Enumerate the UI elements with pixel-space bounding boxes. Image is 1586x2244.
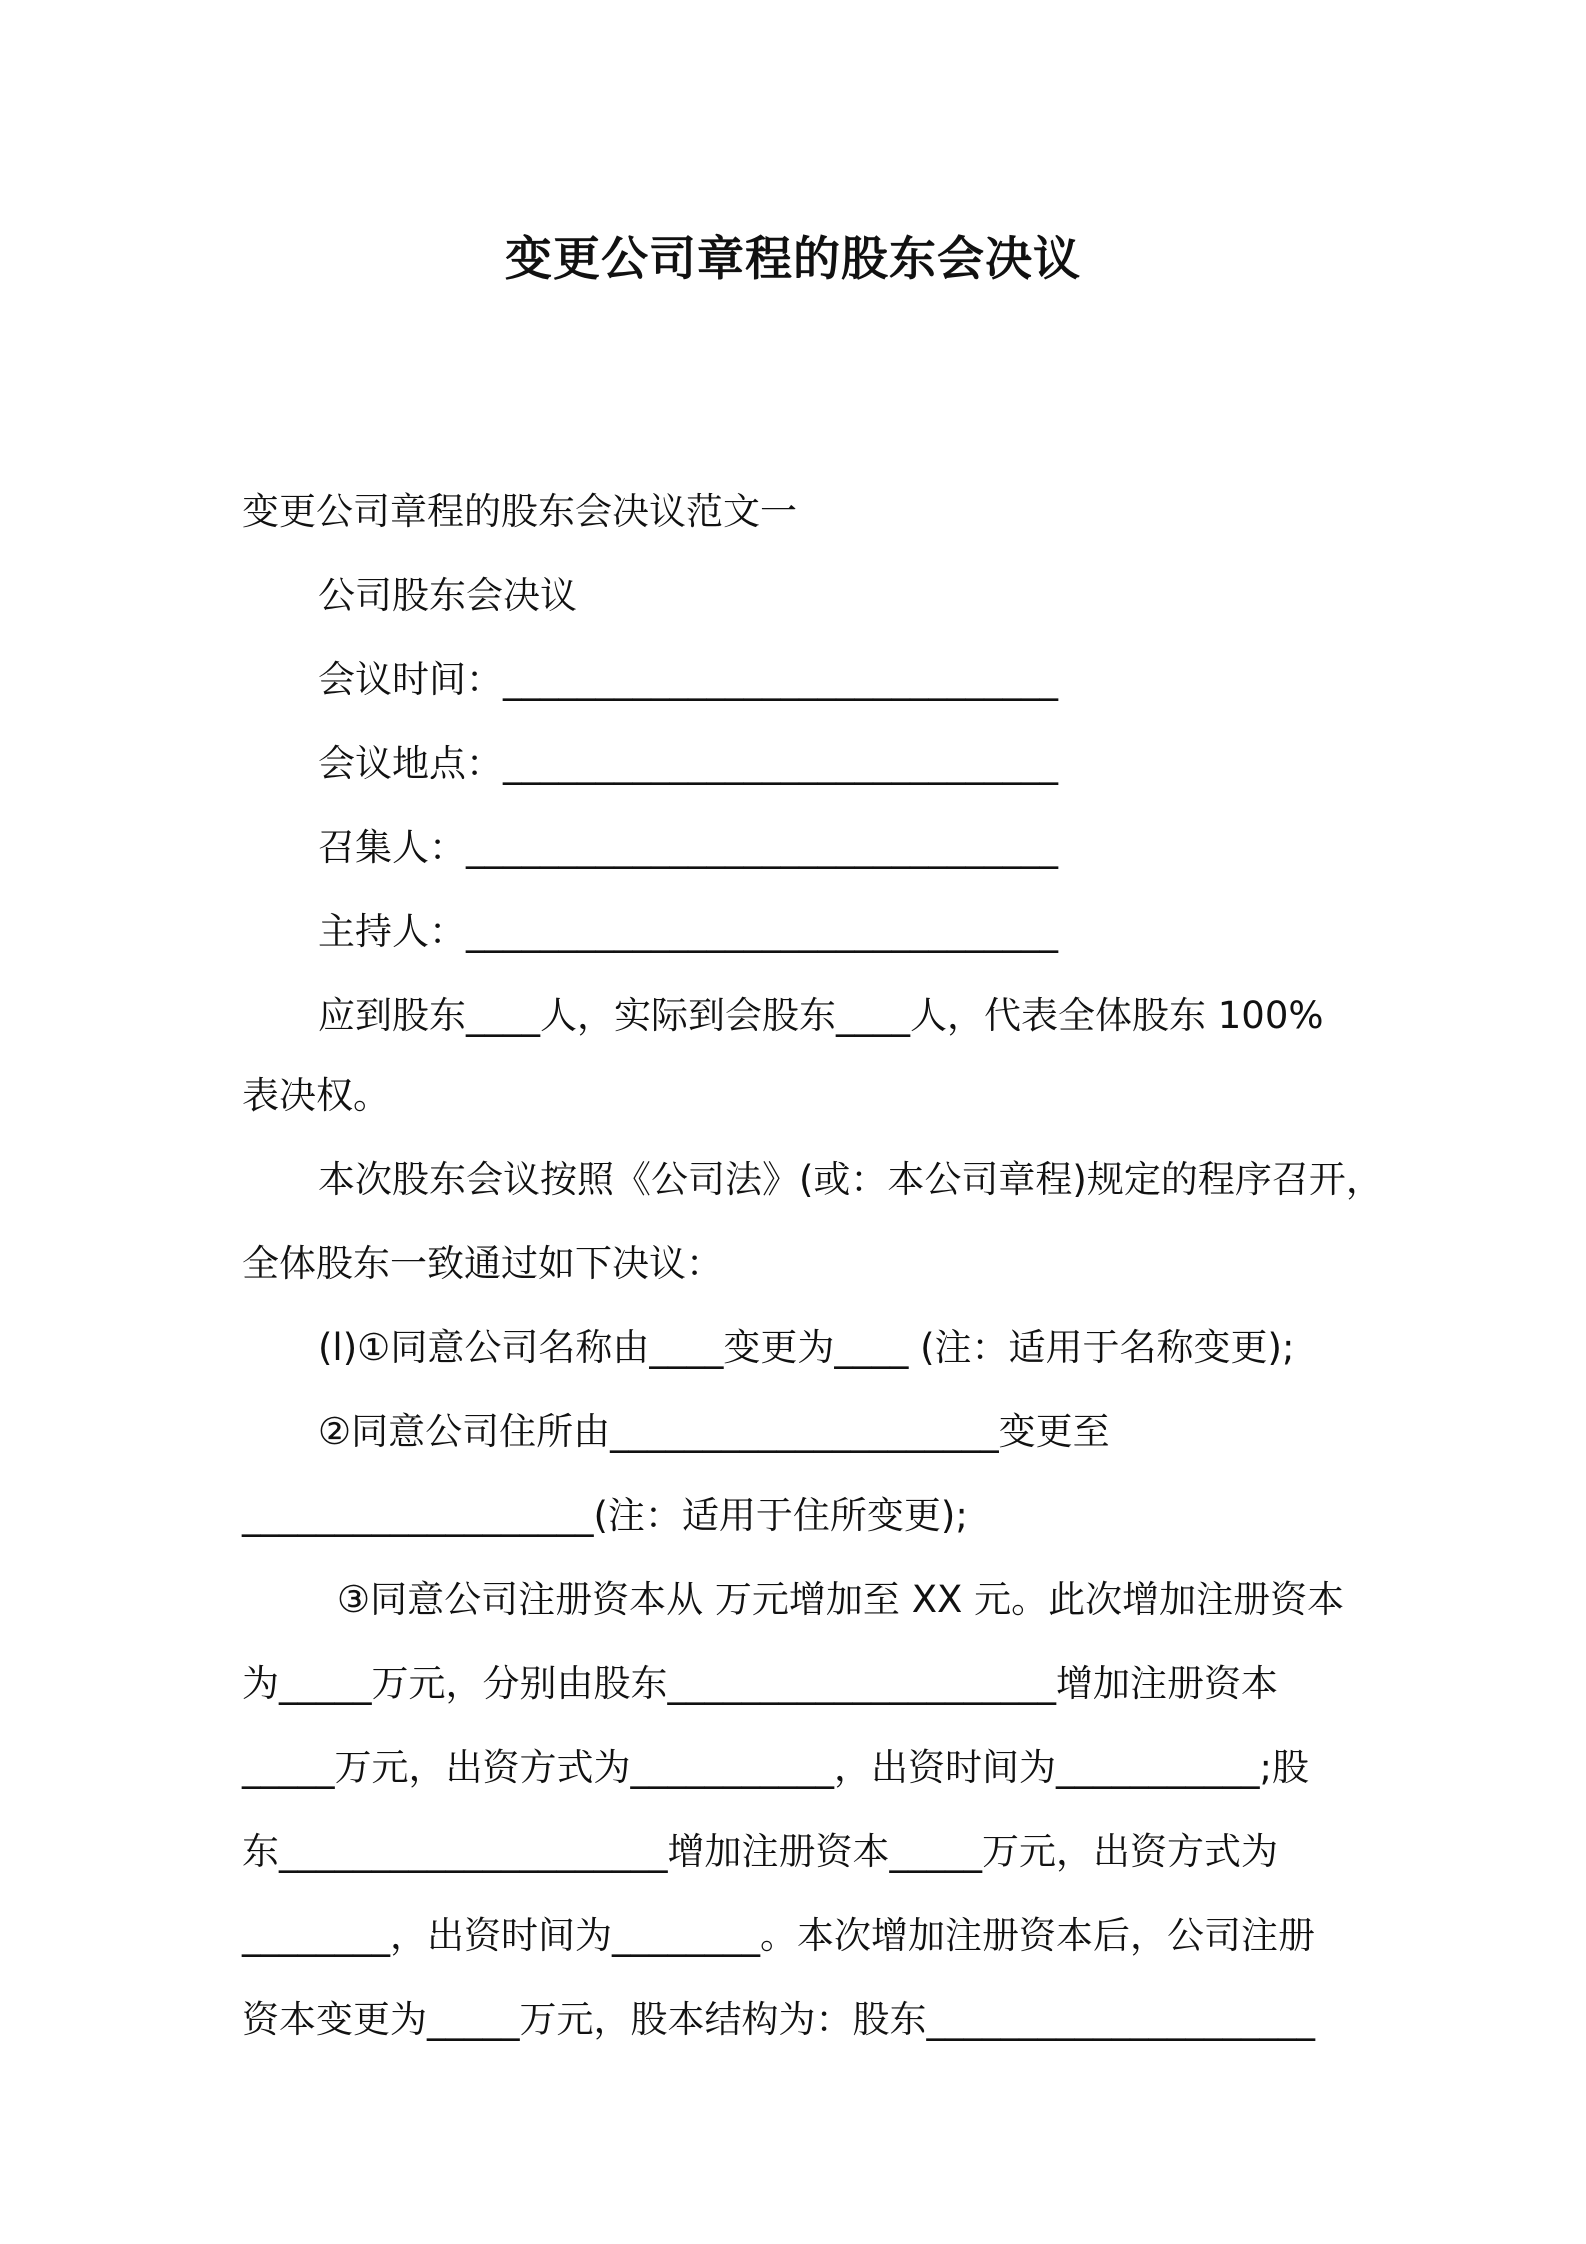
- attendance-line-cont: 表决权。: [242, 1074, 390, 1117]
- convener-line: 召集人：________________________________: [318, 826, 1058, 869]
- attendance-line: 应到股东____人，实际到会股东____人，代表全体股东 100%: [318, 994, 1324, 1037]
- capital-line-3: 东_____________________增加注册资本_____万元，出资方式为: [242, 1830, 1278, 1873]
- host-line: 主持人：________________________________: [318, 910, 1058, 953]
- resolution-address-change: ②同意公司住所由_____________________变更至: [318, 1410, 1110, 1453]
- resolution-name-change: (l)①同意公司名称由____变更为____ (注：适用于名称变更);: [318, 1326, 1295, 1369]
- meeting-time-line: 会议时间：______________________________: [318, 658, 1058, 701]
- capital-line-2: _____万元，出资方式为___________，出资时间为___________;股: [242, 1746, 1309, 1789]
- meeting-location-line: 会议地点：______________________________: [318, 742, 1058, 785]
- section-heading: 变更公司章程的股东会决议范文一: [242, 490, 797, 533]
- document-title: 变更公司章程的股东会决议: [505, 232, 1081, 287]
- resolution-address-change-cont: ___________________(注：适用于住所变更);: [242, 1494, 968, 1537]
- subheading: 公司股东会决议: [318, 574, 577, 617]
- resolution-capital-increase: ③同意公司注册资本从 万元增加至 XX 元。此次增加注册资本: [337, 1578, 1345, 1621]
- procedure-line: 本次股东会议按照《公司法》(或：本公司章程)规定的程序召开，: [318, 1158, 1383, 1201]
- capital-line-1: 为_____万元，分别由股东_____________________增加注册资本: [242, 1662, 1278, 1705]
- capital-line-4: ________，出资时间为________。本次增加注册资本后，公司注册: [242, 1914, 1315, 1957]
- procedure-line-cont: 全体股东一致通过如下决议：: [242, 1242, 723, 1285]
- capital-line-5: 资本变更为_____万元，股本结构为：股东_____________________: [242, 1998, 1315, 2041]
